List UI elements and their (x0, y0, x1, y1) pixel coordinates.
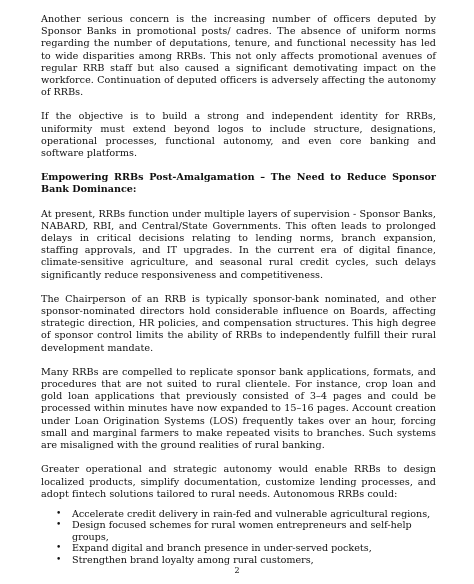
bullet-icon: • (56, 543, 62, 554)
list-item (41, 509, 436, 520)
paragraph-autonomy: Greater operational and strategic autonomy would enable RRBs to design localized products, simplify documentation, customize lending processes, and adopt fintech solutions tailored to rural needs. Autonomous RRBs could: (41, 464, 436, 500)
list-item-text: Design focused schemes for rural women entrepreneurs and self-help groups, (72, 520, 412, 543)
page-number: 2 (234, 566, 240, 575)
list-item-text: Strengthen brand loyalty among rural customers, (72, 554, 314, 566)
bullet-list (41, 509, 436, 566)
list-item (41, 555, 436, 566)
section-heading: Empowering RRBs Post-Amalgamation – The Need to Reduce Sponsor Bank Dominance: (41, 172, 436, 196)
document-page (41, 14, 436, 566)
bullet-icon: • (56, 554, 62, 565)
paragraph-independent-identity: If the objective is to build a strong and independent identity for RRBs, uniformity must extend beyond logos to include structure, designations, operational processes, functional autonomy, and even core banking and software platforms. (41, 111, 436, 160)
paragraph-supervision-layers: At present, RRBs function under multiple layers of supervision - Sponsor Banks, NABARD, RBI, and Central/State Governments. This often leads to prolonged delays in critical decisions relating to lending norms, branch expansion, staffing approvals, and IT upgrades. In the current era of digital finance, climate-sensitive agriculture, and seasonal rural credit cycles, such delays significantly reduce responsiveness and competitiveness. (41, 208, 436, 281)
list-item (41, 543, 436, 554)
list-item-text: Expand digital and branch presence in under-served pockets, (72, 543, 372, 555)
list-item-text: Accelerate credit delivery in rain-fed and vulnerable agricultural regions, (72, 508, 431, 520)
bullet-icon: • (56, 508, 62, 519)
paragraph-deputed-officers: Another serious concern is the increasing number of officers deputed by Sponsor Banks in promotional posts/ cadres. The absence of uniform norms regarding the number of deputations, tenure, and functional necessity has led to wide disparities among RRBs. This not only affects promotional avenues of regular RRB staff but also caused a significant demotivating impact on the workforce. Continuation of deputed officers is adversely affecting the autonomy of RRBs. (41, 14, 436, 99)
bullet-icon: • (56, 520, 62, 531)
list-item (41, 520, 436, 543)
paragraph-sponsor-applications: Many RRBs are compelled to replicate sponsor bank applications, formats, and procedures that are not suited to rural clientele. For instance, crop loan and gold loan applications that previously consisted of 3–4 pages and could be processed within minutes have now expanded to 15–16 pages. Account creation under Loan Origination Systems (LOS) frequently takes over an hour, forcing small and marginal farmers to make repeated visits to branches. Such systems are misaligned with the ground realities of rural banking. (41, 366, 436, 452)
paragraph-chairperson: The Chairperson of an RRB is typically sponsor-bank nominated, and other sponsor-nominated directors hold considerable influence on Boards, affecting strategic direction, HR policies, and compensation structures. This high degree of sponsor control limits the ability of RRBs to independently fulfill their rural development mandate. (41, 293, 436, 354)
